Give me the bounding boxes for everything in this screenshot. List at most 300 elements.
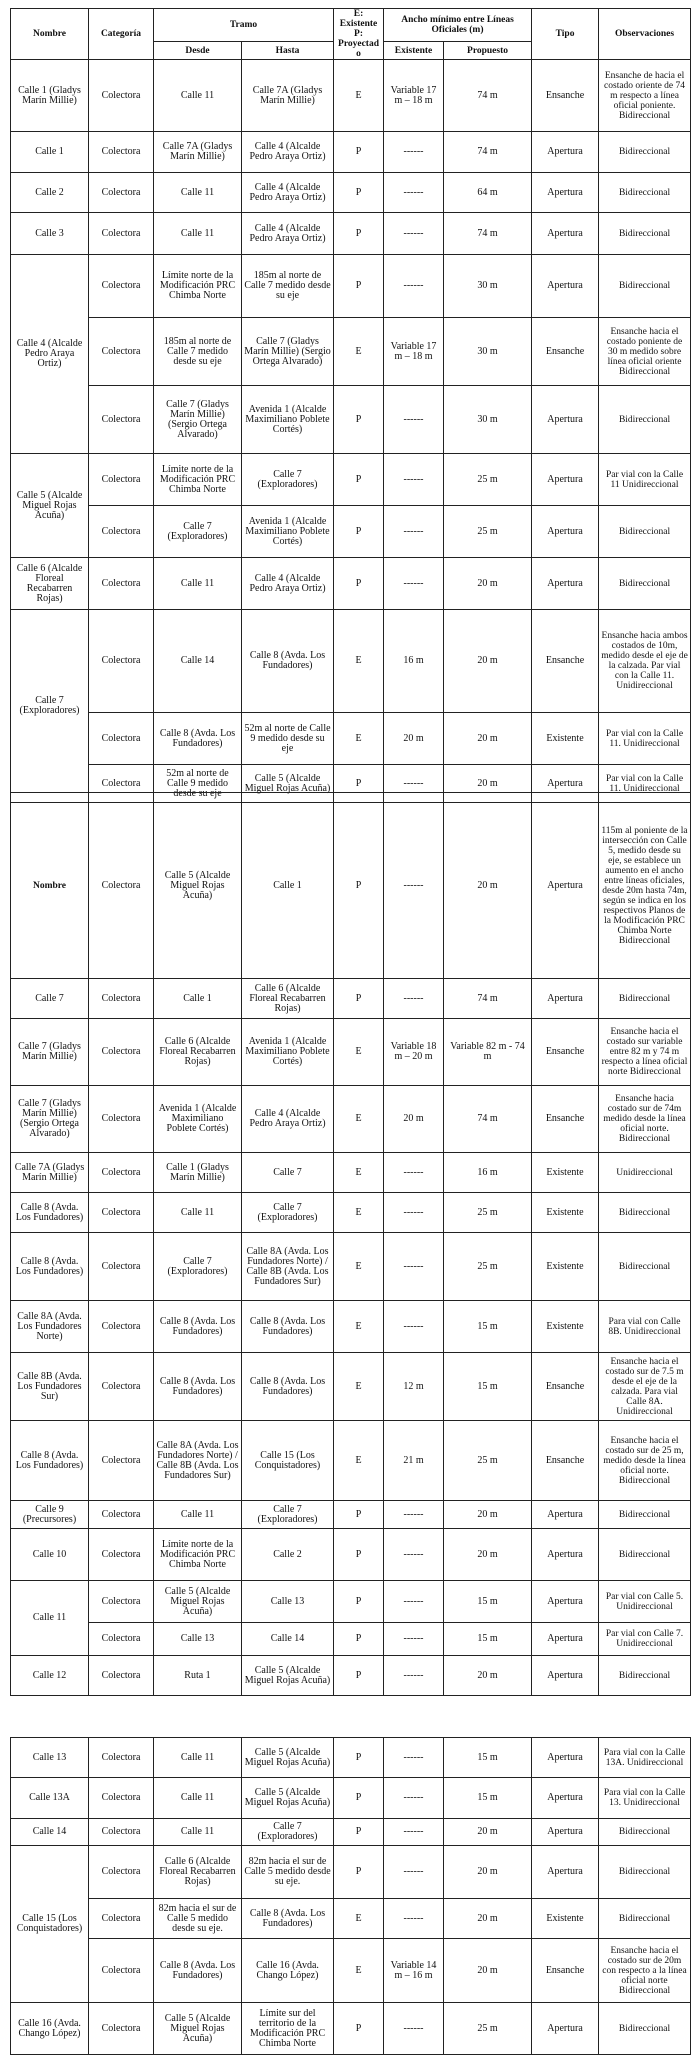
cell-nombre: Calle 4 (Alcalde Pedro Araya Ortiz): [11, 255, 89, 454]
cell-desde: Límite norte de la Modificación PRC Chimba Norte: [154, 454, 242, 506]
table-row: [11, 2003, 691, 2055]
table-row: [11, 1501, 691, 1529]
cell-categoria: Colectora: [89, 255, 154, 318]
cell-propuesto: 30 m: [444, 255, 532, 318]
cell-desde: Calle 7 (Gladys Marín Millie) (Sergio Ortega Alvarado): [154, 386, 242, 454]
cell-estado: E: [334, 1899, 384, 1939]
cell-desde: Avenida 1 (Alcalde Maximiliano Poblete Cortés): [154, 1086, 242, 1153]
cell-tipo: Apertura: [532, 1819, 599, 1846]
cell-propuesto: 15 m: [444, 1623, 532, 1656]
cell-existente: 12 m: [384, 1353, 444, 1421]
cell-hasta: Calle 7 (Exploradores): [242, 1819, 334, 1846]
cell-estado: P: [334, 793, 384, 979]
cell-desde: Calle 8 (Avda. Los Fundadores): [154, 1301, 242, 1353]
cell-desde: Calle 8 (Avda. Los Fundadores): [154, 1353, 242, 1421]
cell-existente: Variable 17 m – 18 m: [384, 318, 444, 386]
cell-propuesto: 74 m: [444, 979, 532, 1019]
cell-categoria: Colectora: [89, 1846, 154, 1899]
cell-categoria: Colectora: [89, 1193, 154, 1233]
cell-hasta: Calle 7: [242, 1153, 334, 1193]
cell-propuesto: 64 m: [444, 173, 532, 213]
cell-categoria: Colectora: [89, 1421, 154, 1501]
cell-propuesto: 30 m: [444, 318, 532, 386]
cell-existente: ------: [384, 1233, 444, 1301]
cell-tipo: Apertura: [532, 132, 599, 173]
cell-observaciones: Par vial con la Calle 11. Unidireccional: [599, 765, 691, 803]
cell-hasta: Calle 8 (Avda. Los Fundadores): [242, 610, 334, 713]
cell-categoria: Colectora: [89, 1623, 154, 1656]
cell-tipo: Apertura: [532, 1656, 599, 1696]
cell-observaciones: Bidireccional: [599, 213, 691, 255]
cell-existente: ------: [384, 1899, 444, 1939]
cell-categoria: Colectora: [89, 1301, 154, 1353]
cell-existente: 21 m: [384, 1421, 444, 1501]
cell-estado: E: [334, 1353, 384, 1421]
table-row: [11, 1233, 691, 1301]
cell-categoria: Colectora: [89, 1153, 154, 1193]
cell-categoria: Colectora: [89, 454, 154, 506]
table-row: [11, 1153, 691, 1193]
cell-propuesto: 74 m: [444, 1086, 532, 1153]
cell-estado: P: [334, 1819, 384, 1846]
cell-nombre: Calle 6 (Alcalde Floreal Recabarren Rojas): [11, 558, 89, 610]
cell-desde: 82m hacia el sur de Calle 5 medido desde su eje.: [154, 1899, 242, 1939]
cell-tipo: Apertura: [532, 765, 599, 803]
cell-existente: ------: [384, 1819, 444, 1846]
cell-categoria: Colectora: [89, 610, 154, 713]
cell-propuesto: 15 m: [444, 1778, 532, 1819]
table-row: [11, 1899, 691, 1939]
cell-desde: Calle 7A (Gladys Marín Millie): [154, 132, 242, 173]
cell-tipo: Ensanche: [532, 60, 599, 132]
cell-existente: ------: [384, 793, 444, 979]
cell-tipo: Apertura: [532, 1623, 599, 1656]
cell-observaciones: Unidireccional: [599, 1153, 691, 1193]
cell-observaciones: 115m al poniente de la intersección con Calle 5, medido desde su eje, se establece un aumento en el ancho entre líneas oficiales, desde 20m hasta 74m, según se indica en los respectivos Planos de la Modificación PRC Chimba Norte Bidireccional: [599, 793, 691, 979]
table-row: [11, 318, 691, 386]
cell-tipo: Apertura: [532, 1581, 599, 1623]
cell-desde: Calle 11: [154, 1501, 242, 1529]
table-row: [11, 132, 691, 173]
table-row: [11, 1019, 691, 1086]
cell-observaciones: Bidireccional: [599, 132, 691, 173]
cell-propuesto: 15 m: [444, 1581, 532, 1623]
cell-desde: Calle 11: [154, 1819, 242, 1846]
cell-tipo: Apertura: [532, 255, 599, 318]
cell-propuesto: 20 m: [444, 1501, 532, 1529]
cell-hasta: Calle 4 (Alcalde Pedro Araya Ortiz): [242, 213, 334, 255]
table-row: [11, 60, 691, 132]
cell-desde: Calle 11: [154, 60, 242, 132]
vias-table-part-3: [10, 1737, 691, 2055]
table-row: [11, 173, 691, 213]
cell-categoria: Colectora: [89, 213, 154, 255]
cell-existente: ------: [384, 1656, 444, 1696]
cell-tipo: Ensanche: [532, 1353, 599, 1421]
cell-propuesto: 74 m: [444, 213, 532, 255]
cell-categoria: Colectora: [89, 60, 154, 132]
table-row: [11, 1353, 691, 1421]
cell-observaciones: Bidireccional: [599, 1501, 691, 1529]
cell-estado: P: [334, 132, 384, 173]
header-nombre: Nombre: [11, 9, 89, 60]
cell-estado: P: [334, 1846, 384, 1899]
cell-propuesto: 25 m: [444, 1421, 532, 1501]
cell-existente: ------: [384, 1501, 444, 1529]
cell-observaciones: Par vial con Calle 7. Unidireccional: [599, 1623, 691, 1656]
cell-tipo: Existente: [532, 1153, 599, 1193]
cell-nombre: Calle 10: [11, 1529, 89, 1581]
cell-hasta: Calle 13: [242, 1581, 334, 1623]
cell-desde: Calle 7 (Exploradores): [154, 506, 242, 558]
cell-estado: P: [334, 558, 384, 610]
cell-hasta: Calle 5 (Alcalde Miguel Rojas Acuña): [242, 1656, 334, 1696]
cell-propuesto: 20 m: [444, 1656, 532, 1696]
cell-hasta: 52m al norte de Calle 9 medido desde su eje: [242, 713, 334, 765]
cell-desde: Calle 5 (Alcalde Miguel Rojas Acuña): [154, 1581, 242, 1623]
cell-categoria: Colectora: [89, 1086, 154, 1153]
cell-desde: Calle 11: [154, 1738, 242, 1778]
cell-estado: P: [334, 1738, 384, 1778]
cell-hasta: 185m al norte de Calle 7 medido desde su eje: [242, 255, 334, 318]
cell-hasta: Avenida 1 (Alcalde Maximiliano Poblete Cortés): [242, 506, 334, 558]
cell-hasta: Calle 7 (Exploradores): [242, 1501, 334, 1529]
cell-existente: ------: [384, 132, 444, 173]
table-row: [11, 558, 691, 610]
cell-hasta: Calle 4 (Alcalde Pedro Araya Ortiz): [242, 1086, 334, 1153]
cell-tipo: Apertura: [532, 558, 599, 610]
cell-nombre: Calle 8B (Avda. Los Fundadores Sur): [11, 1353, 89, 1421]
cell-propuesto: 20 m: [444, 610, 532, 713]
cell-categoria: Colectora: [89, 1501, 154, 1529]
cell-desde: Calle 8A (Avda. Los Fundadores Norte) / Calle 8B (Avda. Los Fundadores Sur): [154, 1421, 242, 1501]
cell-propuesto: 20 m: [444, 1529, 532, 1581]
cell-existente: ------: [384, 1529, 444, 1581]
cell-desde: Calle 8 (Avda. Los Fundadores): [154, 713, 242, 765]
cell-desde: Calle 1: [154, 979, 242, 1019]
header-observaciones: Observaciones: [599, 9, 691, 60]
cell-nombre: Calle 13A: [11, 1778, 89, 1819]
cell-existente: ------: [384, 173, 444, 213]
table-row: [11, 793, 691, 979]
cell-desde: Calle 7 (Exploradores): [154, 1233, 242, 1301]
cell-hasta: Calle 8A (Avda. Los Fundadores Norte) / Calle 8B (Avda. Los Fundadores Sur): [242, 1233, 334, 1301]
cell-observaciones: Bidireccional: [599, 1846, 691, 1899]
table-row: [11, 1529, 691, 1581]
cell-desde: Calle 8 (Avda. Los Fundadores): [154, 1939, 242, 2003]
cell-desde: Calle 13: [154, 1623, 242, 1656]
cell-observaciones: Par vial con la Calle 11 Unidireccional: [599, 454, 691, 506]
cell-observaciones: Bidireccional: [599, 1529, 691, 1581]
table-row: [11, 506, 691, 558]
table-row: [11, 610, 691, 713]
cell-observaciones: Ensanche hacia ambos costados de 10m, medido desde el eje de la calzada. Par vial con la Calle 11. Unidireccional: [599, 610, 691, 713]
cell-propuesto: 25 m: [444, 454, 532, 506]
cell-estado: E: [334, 1019, 384, 1086]
cell-observaciones: Bidireccional: [599, 1819, 691, 1846]
cell-existente: ------: [384, 454, 444, 506]
cell-existente: ------: [384, 1623, 444, 1656]
cell-tipo: Existente: [532, 713, 599, 765]
cell-desde: Límite norte de la Modificación PRC Chimba Norte: [154, 255, 242, 318]
cell-estado: P: [334, 454, 384, 506]
cell-estado: P: [334, 1529, 384, 1581]
cell-categoria: Colectora: [89, 793, 154, 979]
cell-desde: 185m al norte de Calle 7 medido desde su eje: [154, 318, 242, 386]
cell-observaciones: Bidireccional: [599, 1193, 691, 1233]
cell-desde: 52m al norte de Calle 9 medido desde su eje: [154, 765, 242, 803]
cell-categoria: Colectora: [89, 1353, 154, 1421]
table-row: [11, 1301, 691, 1353]
cell-tipo: Ensanche: [532, 1421, 599, 1501]
cell-hasta: Calle 7 (Exploradores): [242, 1193, 334, 1233]
cell-hasta: Calle 8 (Avda. Los Fundadores): [242, 1353, 334, 1421]
cell-nombre: Calle 2: [11, 173, 89, 213]
cell-propuesto: 25 m: [444, 506, 532, 558]
header-hasta: Hasta: [242, 42, 334, 60]
cell-estado: E: [334, 610, 384, 713]
cell-tipo: Ensanche: [532, 1019, 599, 1086]
table-row: [11, 1656, 691, 1696]
cell-tipo: Ensanche: [532, 1939, 599, 2003]
cell-propuesto: 30 m: [444, 386, 532, 454]
cell-categoria: Colectora: [89, 1656, 154, 1696]
cell-hasta: Avenida 1 (Alcalde Maximiliano Poblete Cortés): [242, 1019, 334, 1086]
cell-estado: P: [334, 765, 384, 803]
cell-existente: 20 m: [384, 713, 444, 765]
table-row: [11, 1623, 691, 1656]
cell-nombre: Calle 8 (Avda. Los Fundadores): [11, 1193, 89, 1233]
cell-nombre: Calle 12: [11, 1656, 89, 1696]
cell-observaciones: Para vial con Calle 8B. Unidireccional: [599, 1301, 691, 1353]
cell-existente: ------: [384, 979, 444, 1019]
cell-existente: ------: [384, 558, 444, 610]
cell-observaciones: Ensanche hacia costado sur de 74m medido desde la línea oficial norte. Bidireccional: [599, 1086, 691, 1153]
cell-categoria: Colectora: [89, 386, 154, 454]
cell-observaciones: Bidireccional: [599, 1233, 691, 1301]
cell-tipo: Apertura: [532, 1778, 599, 1819]
table-row: [11, 1939, 691, 2003]
cell-existente: ------: [384, 1193, 444, 1233]
cell-desde: Calle 6 (Alcalde Floreal Recabarren Rojas): [154, 1846, 242, 1899]
cell-tipo: Apertura: [532, 1501, 599, 1529]
cell-categoria: Colectora: [89, 1899, 154, 1939]
cell-propuesto: 74 m: [444, 60, 532, 132]
cell-observaciones: Ensanche hacia el costado sur de 20m con respecto a la línea oficial norte Bidireccional: [599, 1939, 691, 2003]
cell-observaciones: Para vial con la Calle 13A. Unidireccional: [599, 1738, 691, 1778]
cell-desde: Calle 5 (Alcalde Miguel Rojas Acuña): [154, 793, 242, 979]
cell-tipo: Existente: [532, 1193, 599, 1233]
cell-estado: E: [334, 1153, 384, 1193]
cell-tipo: Existente: [532, 1301, 599, 1353]
cell-nombre: Calle 8A (Avda. Los Fundadores Norte): [11, 1301, 89, 1353]
cell-tipo: Apertura: [532, 386, 599, 454]
cell-hasta: Calle 8 (Avda. Los Fundadores): [242, 1899, 334, 1939]
cell-observaciones: Ensanche hacia el costado sur de 7.5 m desde el eje de la calzada. Para vial Calle 8A. Unidireccional: [599, 1353, 691, 1421]
cell-estado: P: [334, 1581, 384, 1623]
vias-table-part-1: [10, 8, 691, 803]
cell-observaciones: Bidireccional: [599, 173, 691, 213]
cell-existente: Variable 17 m – 18 m: [384, 60, 444, 132]
header-ancho: Ancho mínimo entre Líneas Oficiales (m): [384, 9, 532, 42]
cell-estado: P: [334, 1656, 384, 1696]
table-row: [11, 454, 691, 506]
cell-categoria: Colectora: [89, 506, 154, 558]
cell-categoria: Colectora: [89, 1581, 154, 1623]
cell-tipo: Apertura: [532, 213, 599, 255]
cell-estado: E: [334, 1233, 384, 1301]
cell-nombre: Calle 14: [11, 1819, 89, 1846]
cell-existente: 16 m: [384, 610, 444, 713]
cell-desde: Calle 6 (Alcalde Floreal Recabarren Rojas): [154, 1019, 242, 1086]
cell-nombre: Calle 9 (Precursores): [11, 1501, 89, 1529]
cell-nombre: Calle 7 (Exploradores): [11, 610, 89, 803]
cell-existente: ------: [384, 1778, 444, 1819]
cell-existente: ------: [384, 1738, 444, 1778]
cell-observaciones: Par vial con Calle 5. Unidireccional: [599, 1581, 691, 1623]
cell-desde: Calle 14: [154, 610, 242, 713]
cell-observaciones: Bidireccional: [599, 2003, 691, 2055]
cell-existente: ------: [384, 1301, 444, 1353]
cell-existente: ------: [384, 1153, 444, 1193]
cell-hasta: Calle 15 (Los Conquistadores): [242, 1421, 334, 1501]
cell-observaciones: Ensanche hacia el costado sur variable entre 82 m y 74 m respecto a línea oficial norte Bidireccional: [599, 1019, 691, 1086]
cell-estado: P: [334, 2003, 384, 2055]
table-row: [11, 1778, 691, 1819]
cell-estado: E: [334, 318, 384, 386]
cell-propuesto: 20 m: [444, 713, 532, 765]
table-row: [11, 1738, 691, 1778]
cell-hasta: Límite sur del territorio de la Modificación PRC Chimba Norte: [242, 2003, 334, 2055]
cell-observaciones: Bidireccional: [599, 506, 691, 558]
cell-desde: Calle 11: [154, 173, 242, 213]
cell-estado: P: [334, 979, 384, 1019]
cell-hasta: Calle 8 (Avda. Los Fundadores): [242, 1301, 334, 1353]
table-row: [11, 713, 691, 765]
cell-estado: P: [334, 255, 384, 318]
cell-desde: Calle 11: [154, 1193, 242, 1233]
cell-propuesto: 15 m: [444, 1738, 532, 1778]
cell-estado: P: [334, 1778, 384, 1819]
cell-propuesto: 25 m: [444, 1233, 532, 1301]
cell-propuesto: 20 m: [444, 1819, 532, 1846]
cell-categoria: Colectora: [89, 132, 154, 173]
cell-hasta: Calle 5 (Alcalde Miguel Rojas Acuña): [242, 1738, 334, 1778]
cell-hasta: Calle 6 (Alcalde Floreal Recabarren Rojas): [242, 979, 334, 1019]
cell-categoria: Colectora: [89, 1778, 154, 1819]
cell-tipo: Apertura: [532, 793, 599, 979]
cell-nombre: Calle 7: [11, 979, 89, 1019]
cell-hasta: Calle 7 (Gladys Marín Millie) (Sergio Ortega Alvarado): [242, 318, 334, 386]
cell-nombre: Calle 7 (Gladys Marín Millie): [11, 1019, 89, 1086]
cell-existente: ------: [384, 2003, 444, 2055]
table-row: [11, 386, 691, 454]
cell-propuesto: 20 m: [444, 1939, 532, 2003]
cell-categoria: Colectora: [89, 979, 154, 1019]
cell-estado: E: [334, 60, 384, 132]
cell-observaciones: Ensanche de hacia el costado oriente de 74 m respecto a línea oficial poniente. Bidireccional: [599, 60, 691, 132]
cell-observaciones: Bidireccional: [599, 558, 691, 610]
cell-existente: ------: [384, 506, 444, 558]
cell-categoria: Colectora: [89, 713, 154, 765]
cell-observaciones: Par vial con la Calle 11. Unidireccional: [599, 713, 691, 765]
cell-existente: ------: [384, 1581, 444, 1623]
table-row: [11, 979, 691, 1019]
cell-nombre: Calle 7A (Gladys Marín Millie): [11, 1153, 89, 1193]
cell-propuesto: 20 m: [444, 1846, 532, 1899]
cell-propuesto: 25 m: [444, 1193, 532, 1233]
table-row: [11, 255, 691, 318]
cell-categoria: Colectora: [89, 1939, 154, 2003]
cell-hasta: Calle 4 (Alcalde Pedro Araya Ortiz): [242, 132, 334, 173]
cell-nombre: Calle 5 (Alcalde Miguel Rojas Acuña): [11, 454, 89, 558]
cell-categoria: Colectora: [89, 173, 154, 213]
cell-hasta: Calle 7A (Gladys Marín Millie): [242, 60, 334, 132]
cell-tipo: Apertura: [532, 173, 599, 213]
cell-existente: Variable 18 m – 20 m: [384, 1019, 444, 1086]
cell-desde: Calle 11: [154, 558, 242, 610]
cell-estado: P: [334, 1501, 384, 1529]
cell-tipo: Apertura: [532, 979, 599, 1019]
cell-observaciones: Bidireccional: [599, 1656, 691, 1696]
cell-categoria: Colectora: [89, 1819, 154, 1846]
cell-categoria: Colectora: [89, 2003, 154, 2055]
cell-existente: ------: [384, 1846, 444, 1899]
cell-nombre: Calle 7 (Gladys Marín Millie) (Sergio Ortega Alvarado): [11, 1086, 89, 1153]
cell-hasta: Calle 14: [242, 1623, 334, 1656]
header-tramo: Tramo: [154, 9, 334, 42]
cell-tipo: Apertura: [532, 1529, 599, 1581]
table-row: [11, 1846, 691, 1899]
cell-estado: P: [334, 386, 384, 454]
cell-propuesto: 20 m: [444, 1899, 532, 1939]
cell-desde: Calle 5 (Alcalde Miguel Rojas Acuña): [154, 2003, 242, 2055]
cell-propuesto: 15 m: [444, 1301, 532, 1353]
cell-hasta: Calle 2: [242, 1529, 334, 1581]
cell-observaciones: Ensanche hacia el costado poniente de 30 m medido sobre línea oficial oriente Bidireccional: [599, 318, 691, 386]
cell-tipo: Apertura: [532, 1738, 599, 1778]
table-row: [11, 1086, 691, 1153]
cell-tipo: Apertura: [532, 2003, 599, 2055]
cell-propuesto: 16 m: [444, 1153, 532, 1193]
cell-nombre: Calle 1: [11, 132, 89, 173]
cell-estado: P: [334, 1623, 384, 1656]
header-propuesto: Propuesto: [444, 42, 532, 60]
cell-propuesto: 20 m: [444, 765, 532, 803]
cell-desde: Límite norte de la Modificación PRC Chimba Norte: [154, 1529, 242, 1581]
header-tipo: Tipo: [532, 9, 599, 60]
cell-hasta: Calle 16 (Avda. Chango López): [242, 1939, 334, 2003]
header-categoria: Categoría: [89, 9, 154, 60]
cell-propuesto: 20 m: [444, 558, 532, 610]
cell-categoria: Colectora: [89, 1233, 154, 1301]
header-desde: Desde: [154, 42, 242, 60]
table-row: [11, 1819, 691, 1846]
cell-tipo: Ensanche: [532, 318, 599, 386]
cell-propuesto: 15 m: [444, 1353, 532, 1421]
cell-propuesto: Variable 82 m - 74 m: [444, 1019, 532, 1086]
cell-existente: ------: [384, 386, 444, 454]
cell-propuesto: 25 m: [444, 2003, 532, 2055]
cell-existente: 20 m: [384, 1086, 444, 1153]
cell-observaciones: Ensanche hacia el costado sur de 25 m, medido desde la línea oficial norte. Bidireccional: [599, 1421, 691, 1501]
cell-observaciones: Bidireccional: [599, 386, 691, 454]
cell-hasta: Avenida 1 (Alcalde Maximiliano Poblete Cortés): [242, 386, 334, 454]
cell-nombre: Calle 15 (Los Conquistadores): [11, 1846, 89, 2003]
cell-existente: ------: [384, 765, 444, 803]
cell-observaciones: Para vial con la Calle 13. Unidireccional: [599, 1778, 691, 1819]
cell-nombre: Calle 8 (Avda. Los Fundadores): [11, 1233, 89, 1301]
